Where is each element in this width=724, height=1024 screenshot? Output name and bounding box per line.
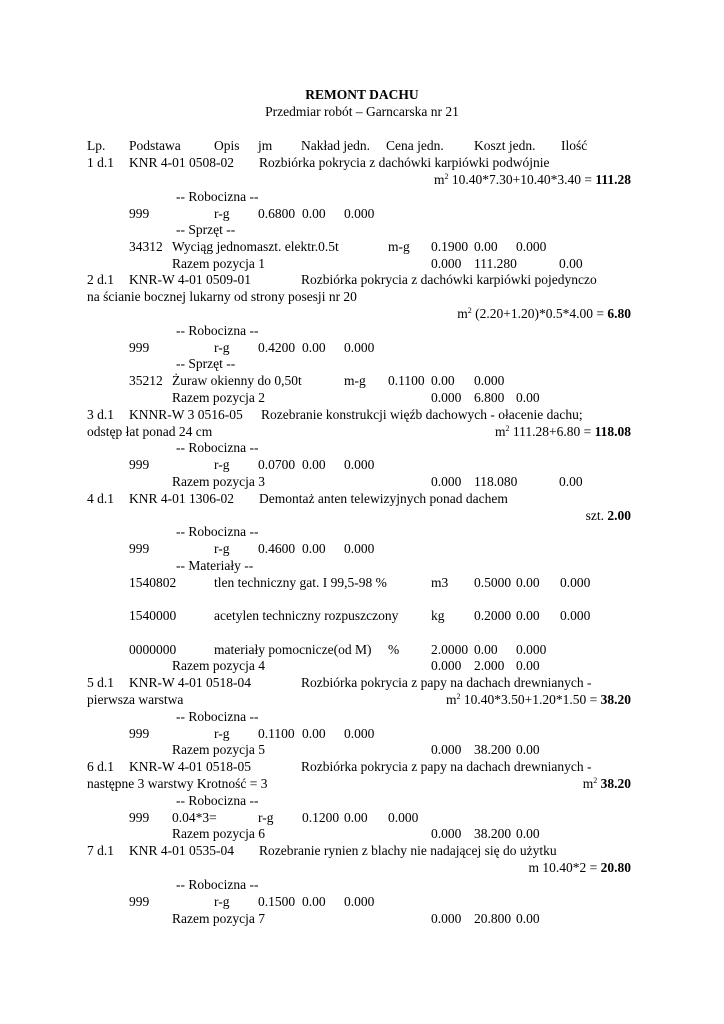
position-description-2: pierwsza warstwa: [87, 692, 184, 707]
header-ilosc: Ilość: [561, 138, 588, 153]
resource-cost: 0.000: [516, 239, 547, 254]
position-description: Rozbiórka pokrycia z dachówki karpiówki pojedynczo: [301, 272, 597, 287]
position-code: KNR 4-01 1306-02: [129, 491, 234, 506]
resource-price: 0.00: [302, 894, 326, 909]
resource-cost: 0.000: [344, 894, 375, 909]
unit: m: [446, 692, 457, 707]
total-a: 0.000: [431, 474, 462, 489]
position-description-2: na ścianie bocznej lukarny od strony posesji nr 20: [87, 289, 357, 304]
position-description: Rozebranie konstrukcji więźb dachowych - ołacenie dachu;: [261, 407, 583, 422]
position-total-label: Razem pozycja 7: [172, 911, 265, 926]
position-description-2: odstęp łat ponad 24 cm: [87, 424, 213, 439]
resource-code: 0000000: [129, 642, 177, 657]
resource-code: 999: [129, 541, 150, 556]
header-cena: Cena jedn.: [386, 138, 444, 153]
position-description: Demontaż anten telewizyjnych ponad dachem: [259, 491, 508, 506]
resource-code: 999: [129, 206, 150, 221]
resource-norm: 0.2000: [474, 608, 512, 623]
resource-price: 0.00: [302, 206, 326, 221]
unit-exponent: 2: [456, 692, 461, 701]
unit-exponent: 2: [505, 424, 510, 433]
total-b: 111.280: [474, 256, 517, 271]
document-subtitle: Przedmiar robót – Garncarska nr 21: [265, 104, 459, 119]
resource-jm: r-g: [214, 541, 230, 556]
resource-jm: m-g: [344, 373, 366, 388]
total-a: 0.000: [431, 390, 462, 405]
quantity-formula: (2.20+1.20)*0.5*4.00 =: [475, 306, 604, 321]
position-quantity-line: [434, 173, 631, 187]
quantity-value: 6.80: [607, 306, 631, 321]
quantity-formula: 10.40*3.50+1.20*1.50 =: [463, 692, 598, 707]
resource-jm: %: [388, 642, 400, 657]
resource-norm: 2.0000: [431, 642, 469, 657]
unit-exponent: 2: [467, 306, 472, 315]
total-c: 0.00: [516, 742, 540, 757]
resource-code: 999: [129, 894, 150, 909]
position-description: Rozbiórka pokrycia z papy na dachach drewnianych -: [301, 759, 592, 774]
quantity-formula: 10.40*7.30+10.40*3.40 =: [451, 172, 592, 187]
resource-name: tlen techniczny gat. I 99,5-98 %: [214, 575, 387, 590]
resource-code: 1540802: [129, 575, 177, 590]
resource-code: 999: [129, 457, 150, 472]
header-jm: jm: [258, 138, 273, 153]
total-a: 0.000: [431, 256, 462, 271]
resource-price: 0.00: [302, 457, 326, 472]
position-total-label: Razem pozycja 6: [172, 826, 265, 841]
resource-price: 0.00: [474, 239, 498, 254]
quantity-value: 20.80: [600, 860, 631, 875]
position-quantity-line: [495, 425, 631, 439]
position-total-label: Razem pozycja 5: [172, 742, 265, 757]
resource-norm: 0.0700: [258, 457, 296, 472]
unit-exponent: 2: [593, 776, 598, 785]
resource-jm: r-g: [214, 894, 230, 909]
resource-norm: 0.4600: [258, 541, 296, 556]
quantity-value: 38.20: [600, 692, 631, 707]
resource-code: 999: [129, 340, 150, 355]
position-number: 1 d.1: [87, 155, 114, 170]
position-code: KNR 4-01 0535-04: [129, 843, 234, 858]
total-c: 0.00: [516, 826, 540, 841]
resource-cost: 0.000: [344, 726, 375, 741]
resource-norm: 0.5000: [474, 575, 512, 590]
resource-name: 0.04*3=: [172, 810, 217, 825]
position-total-label: Razem pozycja 1: [172, 256, 265, 271]
position-quantity-line: [457, 307, 631, 321]
unit: m: [582, 776, 594, 791]
unit: m: [494, 424, 506, 439]
resource-cost: 0.000: [344, 457, 375, 472]
total-a: 0.000: [431, 911, 462, 926]
resource-code: 1540000: [129, 608, 177, 623]
resource-jm: r-g: [258, 810, 274, 825]
total-a: 0.000: [431, 826, 462, 841]
resource-norm: 0.1100: [388, 373, 425, 388]
quantity-formula: 10.40*2 =: [542, 860, 598, 875]
resource-norm: 0.4200: [258, 340, 296, 355]
group-label: -- Robocizna --: [176, 440, 259, 455]
unit: m: [457, 306, 468, 321]
resource-price: 0.00: [431, 373, 455, 388]
resource-cost: 0.000: [474, 373, 505, 388]
resource-price: 0.00: [516, 575, 540, 590]
group-label: -- Robocizna --: [176, 793, 259, 808]
position-quantity-line: [586, 509, 631, 523]
resource-code: 35212: [129, 373, 163, 388]
resource-price: 0.00: [302, 726, 326, 741]
resource-jm: r-g: [214, 726, 230, 741]
position-description: Rozbiórka pokrycia z dachówki karpiówki podwójnie: [259, 155, 550, 170]
position-code: KNR-W 4-01 0518-05: [129, 759, 251, 774]
resource-name: materiały pomocnicze(od M): [214, 642, 372, 657]
position-code: KNR-W 4-01 0509-01: [129, 272, 251, 287]
resource-jm: m-g: [388, 239, 410, 254]
total-b: 6.800: [474, 390, 505, 405]
total-b: 20.800: [474, 911, 512, 926]
total-c: 0.00: [516, 658, 540, 673]
resource-name: Żuraw okienny do 0,50t: [172, 373, 302, 388]
document-title: REMONT DACHU: [305, 87, 419, 102]
position-number: 2 d.1: [87, 272, 114, 287]
position-description: Rozebranie rynien z blachy nie nadającej się do użytku: [259, 843, 557, 858]
group-label: -- Robocizna --: [176, 877, 259, 892]
header-koszt: Koszt jedn.: [474, 138, 536, 153]
resource-jm: r-g: [214, 340, 230, 355]
position-total-label: Razem pozycja 2: [172, 390, 265, 405]
resource-jm: r-g: [214, 457, 230, 472]
group-label: -- Robocizna --: [176, 189, 259, 204]
resource-cost: 0.000: [516, 642, 547, 657]
position-number: 6 d.1: [87, 759, 114, 774]
resource-price: 0.00: [302, 541, 326, 556]
resource-jm: m3: [431, 575, 449, 590]
position-description: Rozbiórka pokrycia z papy na dachach drewnianych -: [301, 675, 592, 690]
resource-norm: 0.1200: [302, 810, 340, 825]
total-b: 38.200: [474, 742, 512, 757]
resource-norm: 0.1100: [258, 726, 295, 741]
position-number: 4 d.1: [87, 491, 114, 506]
quantity-value: 118.08: [594, 424, 631, 439]
quantity-formula: 111.28+6.80 =: [512, 424, 592, 439]
resource-code: 34312: [129, 239, 163, 254]
resource-cost: 0.000: [388, 810, 419, 825]
position-number: 5 d.1: [87, 675, 114, 690]
header-naklad: Nakład jedn.: [301, 138, 370, 153]
position-quantity-line: [446, 693, 631, 707]
position-code: KNR 4-01 0508-02: [129, 155, 234, 170]
quantity-value: 38.20: [600, 776, 631, 791]
total-c: 0.00: [559, 256, 583, 271]
resource-name: acetylen techniczny rozpuszczony: [214, 608, 399, 623]
resource-price: 0.00: [474, 642, 498, 657]
position-total-label: Razem pozycja 3: [172, 474, 265, 489]
resource-price: 0.00: [516, 608, 540, 623]
quantity-value: 2.00: [607, 508, 631, 523]
group-label: -- Sprzęt --: [176, 222, 236, 237]
resource-price: 0.00: [344, 810, 368, 825]
resource-code: 999: [129, 726, 150, 741]
total-b: 2.000: [474, 658, 505, 673]
total-c: 0.00: [516, 390, 540, 405]
unit: szt.: [585, 508, 604, 523]
resource-cost: 0.000: [560, 575, 591, 590]
position-total-label: Razem pozycja 4: [172, 658, 265, 673]
position-number: 3 d.1: [87, 407, 114, 422]
position-code: KNNR-W 3 0516-05: [129, 407, 243, 422]
unit: m: [433, 172, 445, 187]
unit: m: [528, 860, 539, 875]
unit-exponent: 2: [444, 172, 449, 181]
quantity-value: 111.28: [595, 172, 631, 187]
resource-norm: 0.6800: [258, 206, 296, 221]
total-a: 0.000: [431, 742, 462, 757]
total-b: 38.200: [474, 826, 512, 841]
resource-norm: 0.1900: [431, 239, 469, 254]
resource-cost: 0.000: [344, 340, 375, 355]
resource-code: 999: [129, 810, 150, 825]
group-label: -- Sprzęt --: [176, 356, 236, 371]
header-opis: Opis: [214, 138, 240, 153]
resource-price: 0.00: [302, 340, 326, 355]
group-label: -- Robocizna --: [176, 709, 259, 724]
resource-jm: r-g: [214, 206, 230, 221]
position-quantity-line: [583, 777, 631, 791]
position-code: KNR-W 4-01 0518-04: [129, 675, 251, 690]
total-c: 0.00: [559, 474, 583, 489]
position-number: 7 d.1: [87, 843, 114, 858]
group-label: -- Materiały --: [176, 558, 254, 573]
resource-jm: kg: [431, 608, 445, 623]
total-c: 0.00: [516, 911, 540, 926]
resource-name: Wyciąg jednomaszt. elektr.0.5t: [172, 239, 339, 254]
header-podstawa: Podstawa: [129, 138, 181, 153]
resource-cost: 0.000: [344, 541, 375, 556]
resource-norm: 0.1500: [258, 894, 296, 909]
position-quantity-line: [528, 861, 631, 875]
total-a: 0.000: [431, 658, 462, 673]
group-label: -- Robocizna --: [176, 524, 259, 539]
position-description-2: następne 3 warstwy Krotność = 3: [87, 776, 268, 791]
header-lp: Lp.: [87, 138, 106, 153]
resource-cost: 0.000: [344, 206, 375, 221]
total-b: 118.080: [474, 474, 518, 489]
resource-cost: 0.000: [560, 608, 591, 623]
group-label: -- Robocizna --: [176, 323, 259, 338]
